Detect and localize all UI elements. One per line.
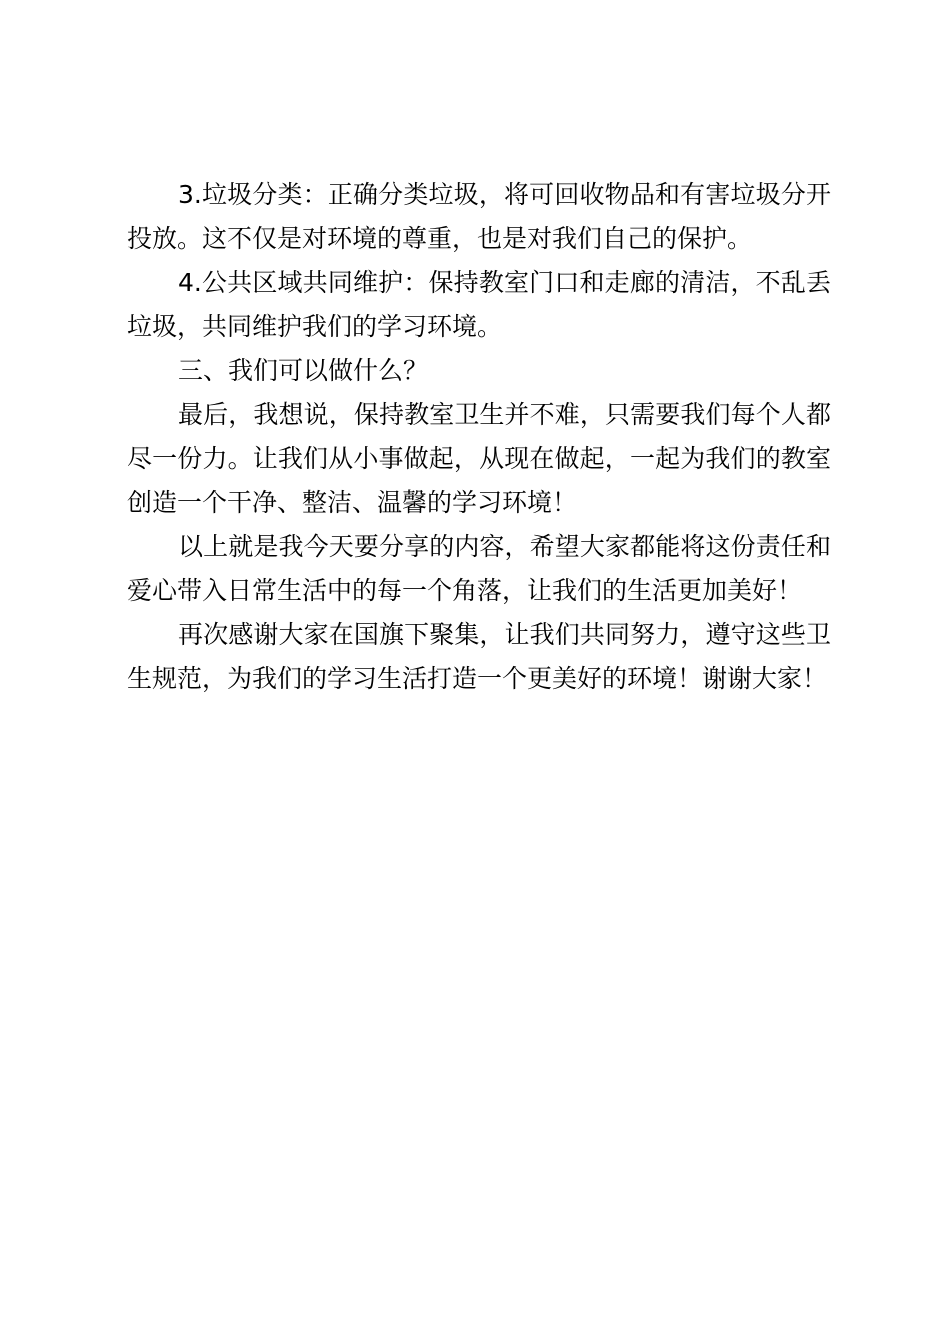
- paragraph-thanks: 再次感谢大家在国旗下聚集，让我们共同努力，遵守这些卫生规范，为我们的学习生活打造一个更美好的环境！谢谢大家！: [127, 620, 831, 693]
- paragraph-garbage-sorting: 3.垃圾分类：正确分类垃圾，将可回收物品和有害垃圾分开投放。这不仅是对环境的尊重，也是对我们自己的保护。: [127, 180, 831, 253]
- paragraph-closing-remarks: 最后，我想说，保持教室卫生并不难，只需要我们每个人都尽一份力。让我们从小事做起，从现在做起，一起为我们的教室创造一个干净、整洁、温馨的学习环境！: [127, 400, 831, 517]
- paragraph-public-area-maintenance: 4.公共区域共同维护：保持教室门口和走廊的清洁，不乱丢垃圾，共同维护我们的学习环境。: [127, 268, 831, 341]
- section-heading-what-we-can-do: 三、我们可以做什么？: [178, 356, 429, 385]
- document-body: [127, 173, 831, 701]
- paragraph-sharing-summary: 以上就是我今天要分享的内容，希望大家都能将这份责任和爱心带入日常生活中的每一个角落，让我们的生活更加美好！: [127, 532, 831, 605]
